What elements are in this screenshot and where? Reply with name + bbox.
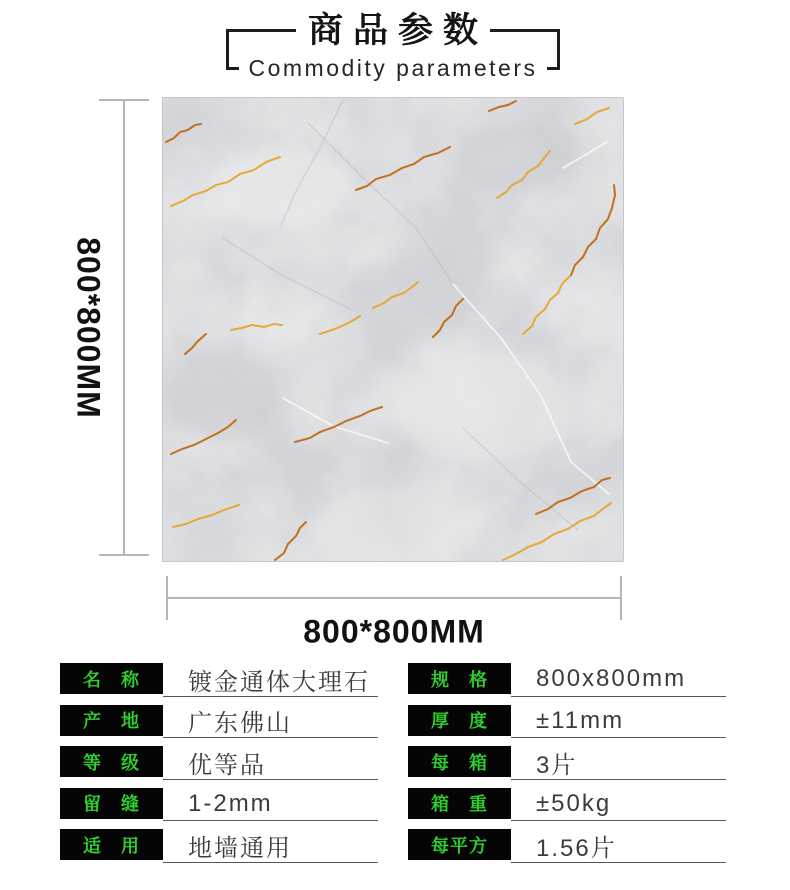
spec-row-name: [60, 663, 378, 697]
spec-cell: [163, 705, 378, 739]
marble-texture: [163, 98, 623, 561]
spec-label: 等 级: [60, 746, 163, 777]
horizontal-dimension-cap-left: [166, 576, 168, 620]
spec-column-left: [60, 663, 378, 871]
spec-cell: [163, 829, 378, 863]
spec-row-application: [60, 829, 378, 863]
spec-cell: [163, 746, 378, 780]
spec-row-grade: [60, 746, 378, 780]
spec-value: ±50kg: [536, 789, 612, 817]
spec-label: 适 用: [60, 829, 163, 860]
vertical-dimension-cap-bottom: [99, 554, 149, 556]
spec-label: 名 称: [60, 663, 163, 694]
product-tile-image: [162, 97, 624, 562]
spec-cell: [163, 663, 378, 697]
spec-row-gap: [60, 788, 378, 822]
spec-label: 产 地: [60, 705, 163, 736]
spec-cell: [163, 788, 378, 822]
spec-cell: [511, 746, 726, 780]
spec-cell: [511, 829, 726, 863]
title-line-left: [226, 29, 296, 32]
bracket-right: [557, 30, 560, 68]
spec-label: 每平方: [408, 829, 511, 860]
section-header: [226, 6, 560, 80]
spec-value: 800x800mm: [536, 665, 687, 693]
spec-value: 优等品: [188, 751, 266, 779]
spec-label: 厚 度: [408, 705, 511, 736]
spec-value: ±11mm: [536, 706, 625, 734]
spec-cell: [511, 663, 726, 697]
spec-value: 1-2mm: [188, 789, 273, 817]
spec-row-origin: [60, 705, 378, 739]
spec-row-thickness: [408, 705, 726, 739]
vertical-dimension-line: [123, 100, 125, 555]
spec-column-right: [408, 663, 726, 871]
spec-table: [60, 663, 726, 871]
spec-value: 3片: [536, 751, 578, 779]
horizontal-dimension-line: [166, 597, 622, 599]
spec-label: 留 缝: [60, 788, 163, 819]
spec-row-size: [408, 663, 726, 697]
horizontal-dimension-cap-right: [620, 576, 622, 620]
spec-value: 镀金通体大理石: [188, 668, 370, 696]
spec-value: 广东佛山: [188, 710, 292, 738]
vertical-dimension-cap-top: [99, 99, 149, 101]
spec-label: 每 箱: [408, 746, 511, 777]
page-title: 商品参数: [308, 10, 489, 50]
title-row: [226, 6, 560, 54]
spec-label: 规 格: [408, 663, 511, 694]
horizontal-dimension-label: 800*800MM: [303, 613, 485, 650]
spec-cell: [511, 705, 726, 739]
page-subtitle: Commodity parameters: [248, 54, 538, 81]
spec-label: 箱 重: [408, 788, 511, 819]
spec-cell: [511, 788, 726, 822]
bracket-left: [226, 30, 229, 68]
vertical-dimension-label: 800*800MM: [70, 237, 107, 419]
spec-row-box-weight: [408, 788, 726, 822]
spec-value: 1.56片: [536, 834, 617, 862]
spec-row-per-box: [408, 746, 726, 780]
title-line-right: [490, 29, 560, 32]
spec-value: 地墙通用: [188, 834, 292, 862]
subtitle-row: [226, 56, 560, 80]
spec-row-per-sqm: [408, 829, 726, 863]
